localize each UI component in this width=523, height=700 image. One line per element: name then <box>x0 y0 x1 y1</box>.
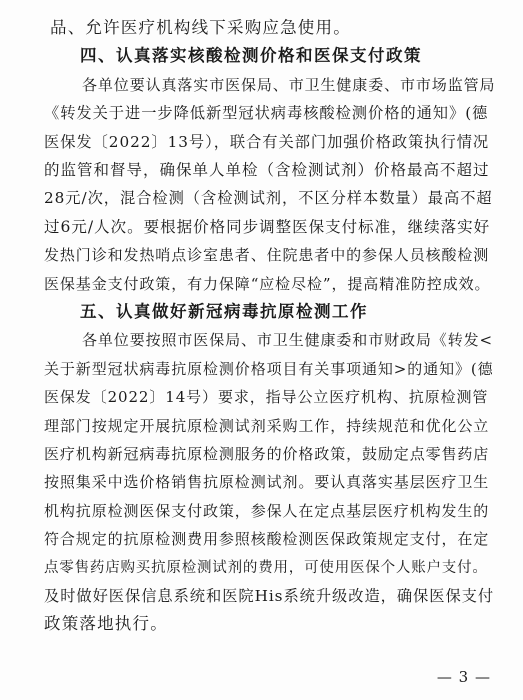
body-text-line: 的监管和督导，确保单人单检（含检测试剂）价格最高不超过 <box>44 161 490 179</box>
section-heading-four: 四、认真落实核酸检测价格和医保支付政策 <box>80 46 422 66</box>
body-text-line: 点零售药店购买抗原检测试剂的费用，可使用医保个人账户支付。 <box>44 559 488 576</box>
body-text-line: 各单位要按照市医保局、市卫生健康委和市财政局《转发< <box>82 331 493 350</box>
body-text-line: 各单位要认真落实市医保局、市卫生健康委、市市场监管局 <box>82 75 496 94</box>
body-text-line: 政策落地执行。 <box>44 614 168 634</box>
body-text-line: 及时做好医保信息系统和医院His系统升级改造，确保医保支付 <box>44 587 495 605</box>
section-heading-five: 五、认真做好新冠病毒抗原检测工作 <box>80 302 368 321</box>
body-text-line: 医保发〔2022〕14号）要求，指导公立医疗机构、抗原检测管 <box>44 388 489 407</box>
body-text-line: 品、允许医疗机构线下采购应急使用。 <box>50 18 351 37</box>
body-text-line: 医保发〔2022〕13号），联合有关部门加强价格政策执行情况 <box>44 132 490 151</box>
body-text-line: 理部门按规定开展抗原检测试剂采购工作，持续规范和优化公立 <box>44 416 490 435</box>
body-text-line: 发热门诊和发热哨点诊室患者、住院患者中的参保人员核酸检测 <box>44 246 490 265</box>
body-text-line: 关于新型冠状病毒抗原检测价格项目有关事项通知>的通知》(德 <box>44 359 494 378</box>
body-text-line: 过6元/人次。要根据价格同步调整医保支付标准，继续落实好 <box>44 217 491 236</box>
body-text-line: 按照集采中选价格销售抗原检测试剂。要认真落实基层医疗卫生 <box>44 473 490 492</box>
body-text-line: 符合规定的抗原检测费用参照核酸检测医保政策规定支付，在定 <box>44 530 490 549</box>
body-text-line: 医保基金支付政策，有力保障“应检尽检”，提高精准防控成效。 <box>44 274 491 293</box>
body-text-line: 机构抗原检测医保支付政策，参保人在定点基层医疗机构发生的 <box>44 501 490 520</box>
body-text-line: 《转发关于进一步降低新型冠状病毒核酸检测价格的通知》(德 <box>44 104 489 123</box>
body-text-line: 医疗机构新冠病毒抗原检测服务的价格政策，鼓励定点零售药店 <box>44 445 490 463</box>
body-text-line: 28元/次，混合检测（含检测试剂，不区分样本数量）最高不超 <box>44 189 493 208</box>
page-number: — 3 — <box>436 668 491 686</box>
